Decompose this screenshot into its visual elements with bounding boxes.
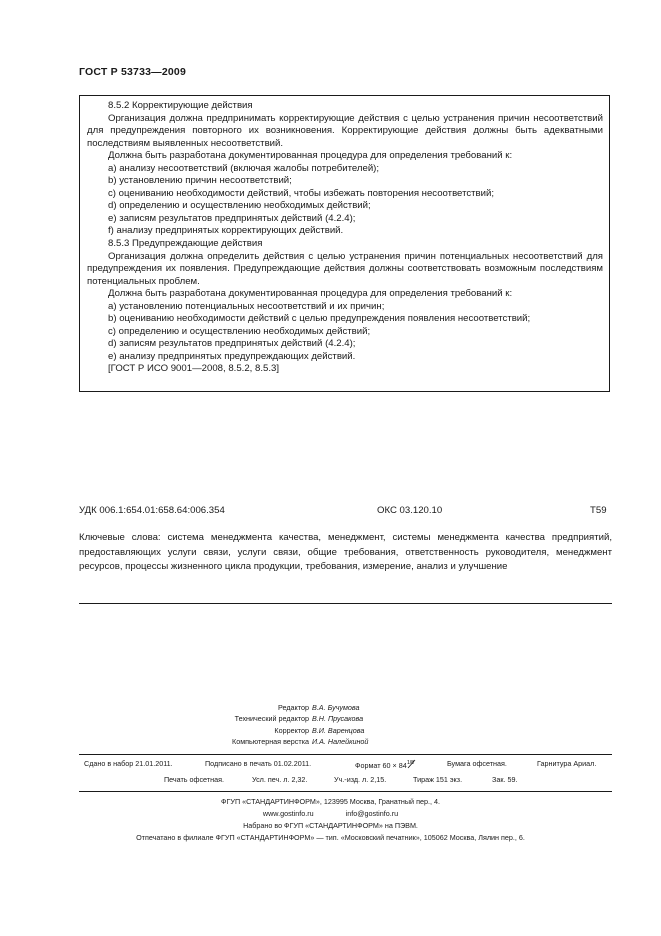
list-item: d) определению и осуществлению необходимых действий;	[108, 200, 371, 212]
list-item: a) анализу несоответствий (включая жалобы потребителей);	[108, 162, 380, 174]
divider	[79, 791, 612, 792]
list-item: f) анализу предпринятых корректирующих действий.	[108, 225, 344, 237]
section-8-5-2-procedure: Должна быть разработана документированная процедура для определения требований к:	[108, 150, 513, 162]
signed-date: Подписано в печать 01.02.2011.	[205, 759, 312, 768]
list-item: d) записям результатов предпринятых действий (4.2.4);	[108, 338, 356, 350]
credit-role: Корректор	[274, 725, 309, 735]
group-code: Т59	[590, 505, 607, 516]
divider	[79, 603, 612, 604]
credit-row	[0, 736, 661, 747]
typeset-note: Набрано во ФГУП «СТАНДАРТИНФОРМ» на ПЭВМ.	[243, 821, 418, 830]
credit-row	[0, 713, 661, 724]
conventional-sheets: Усл. печ. л. 2,32.	[252, 775, 308, 784]
publisher-address: ФГУП «СТАНДАРТИНФОРМ», 123995 Москва, Гранатный пер., 4.	[221, 797, 440, 806]
typeface: Гарнитура Ариал.	[537, 759, 597, 768]
credit-name: В.А. Бучумова	[312, 703, 360, 712]
list-item: a) установлению потенциальных несоответствий и их причин;	[108, 300, 385, 312]
paper-format: Формат 60 × 84 1/8	[355, 759, 417, 770]
typeset-date: Сдано в набор 21.01.2011.	[84, 759, 173, 768]
print-method: Печать офсетная.	[164, 775, 224, 784]
source-reference: [ГОСТ Р ИСО 9001—2008, 8.5.2, 8.5.3]	[108, 363, 280, 375]
section-8-5-2-paragraph: Организация должна предпринимать корректирующие действия с целью устранения причин несоответствий для предупреждения повторного их возникновения. Корректирующие действия должны быть адекватными последствиям выявленных несоответствий.	[87, 112, 603, 149]
divider	[79, 754, 612, 755]
paper-type: Бумага офсетная.	[447, 759, 507, 768]
list-item: e) записям результатов предпринятых действий (4.2.4);	[108, 212, 356, 224]
credit-role: Технический редактор	[234, 714, 309, 724]
section-8-5-3-procedure: Должна быть разработана документированная процедура для определения требований к:	[108, 288, 513, 300]
list-item: c) определению и осуществлению необходимых действий;	[108, 325, 371, 337]
section-8-5-3-paragraph: Организация должна определить действия с целью устранения причин потенциальных несоответствий для предупреждения их появления. Предупреждающие действия должны соответствовать возможным последствиям потенциальных проблем.	[87, 250, 603, 287]
publisher-contacts	[0, 808, 661, 820]
credit-name: В.И. Варенцова	[312, 725, 365, 735]
publisher-sheets: Уч.-изд. л. 2,15.	[334, 775, 387, 784]
keywords: Ключевые слова: система менеджмента качества, менеджмент, системы менеджмента качества предприятий, предоставляющих услуги связи, услуги связи, общие требования, ответственность руководителя, менеджмент ресурсов, процессы жизненного цикла продукции, требования, измерение, анализ и улучшение	[79, 532, 612, 572]
publisher-site: www.gostinfo.ru	[262, 809, 314, 818]
credit-name: В.Н. Прусакова	[312, 714, 364, 724]
fraction-mark	[407, 759, 417, 768]
section-8-5-2-title: 8.5.2 Корректирующие действия	[108, 100, 253, 111]
print-run: Тираж 151 экз.	[413, 775, 463, 784]
svg-text:1/8: 1/8	[406, 760, 414, 766]
publisher-email: info@gostinfo.ru	[345, 809, 399, 818]
credit-row	[0, 725, 661, 736]
credit-name: И.А. Налейкиной	[312, 737, 369, 747]
credit-role: Редактор	[278, 703, 309, 712]
list-item: b) установлению причин несоответствий;	[108, 175, 292, 187]
quoted-requirements-box	[79, 95, 610, 392]
credits	[0, 702, 661, 748]
list-item: b) оцениванию необходимости действий с целью предупреждения появления несоответствий;	[108, 313, 531, 325]
credit-row	[0, 702, 661, 713]
document-header: ГОСТ Р 53733—2009	[79, 66, 187, 78]
credit-role: Компьютерная верстка	[232, 737, 309, 747]
list-item: e) анализу предпринятых предупреждающих действий.	[108, 350, 356, 362]
list-item: c) оцениванию необходимости действий, чтобы избежать повторения несоответствий;	[108, 187, 495, 199]
section-8-5-3-title: 8.5.3 Предупреждающие действия	[108, 238, 263, 250]
oks-code: ОКС 03.120.10	[377, 505, 443, 516]
udk-code: УДК 006.1:654.01:658.64:006.354	[79, 505, 225, 516]
order-number: Зак. 59.	[492, 775, 518, 784]
printing-house: Отпечатано в филиале ФГУП «СТАНДАРТИНФОРМ» — тип. «Московский печатник», 105062 Москва, Лялин пер., 6.	[136, 833, 525, 842]
